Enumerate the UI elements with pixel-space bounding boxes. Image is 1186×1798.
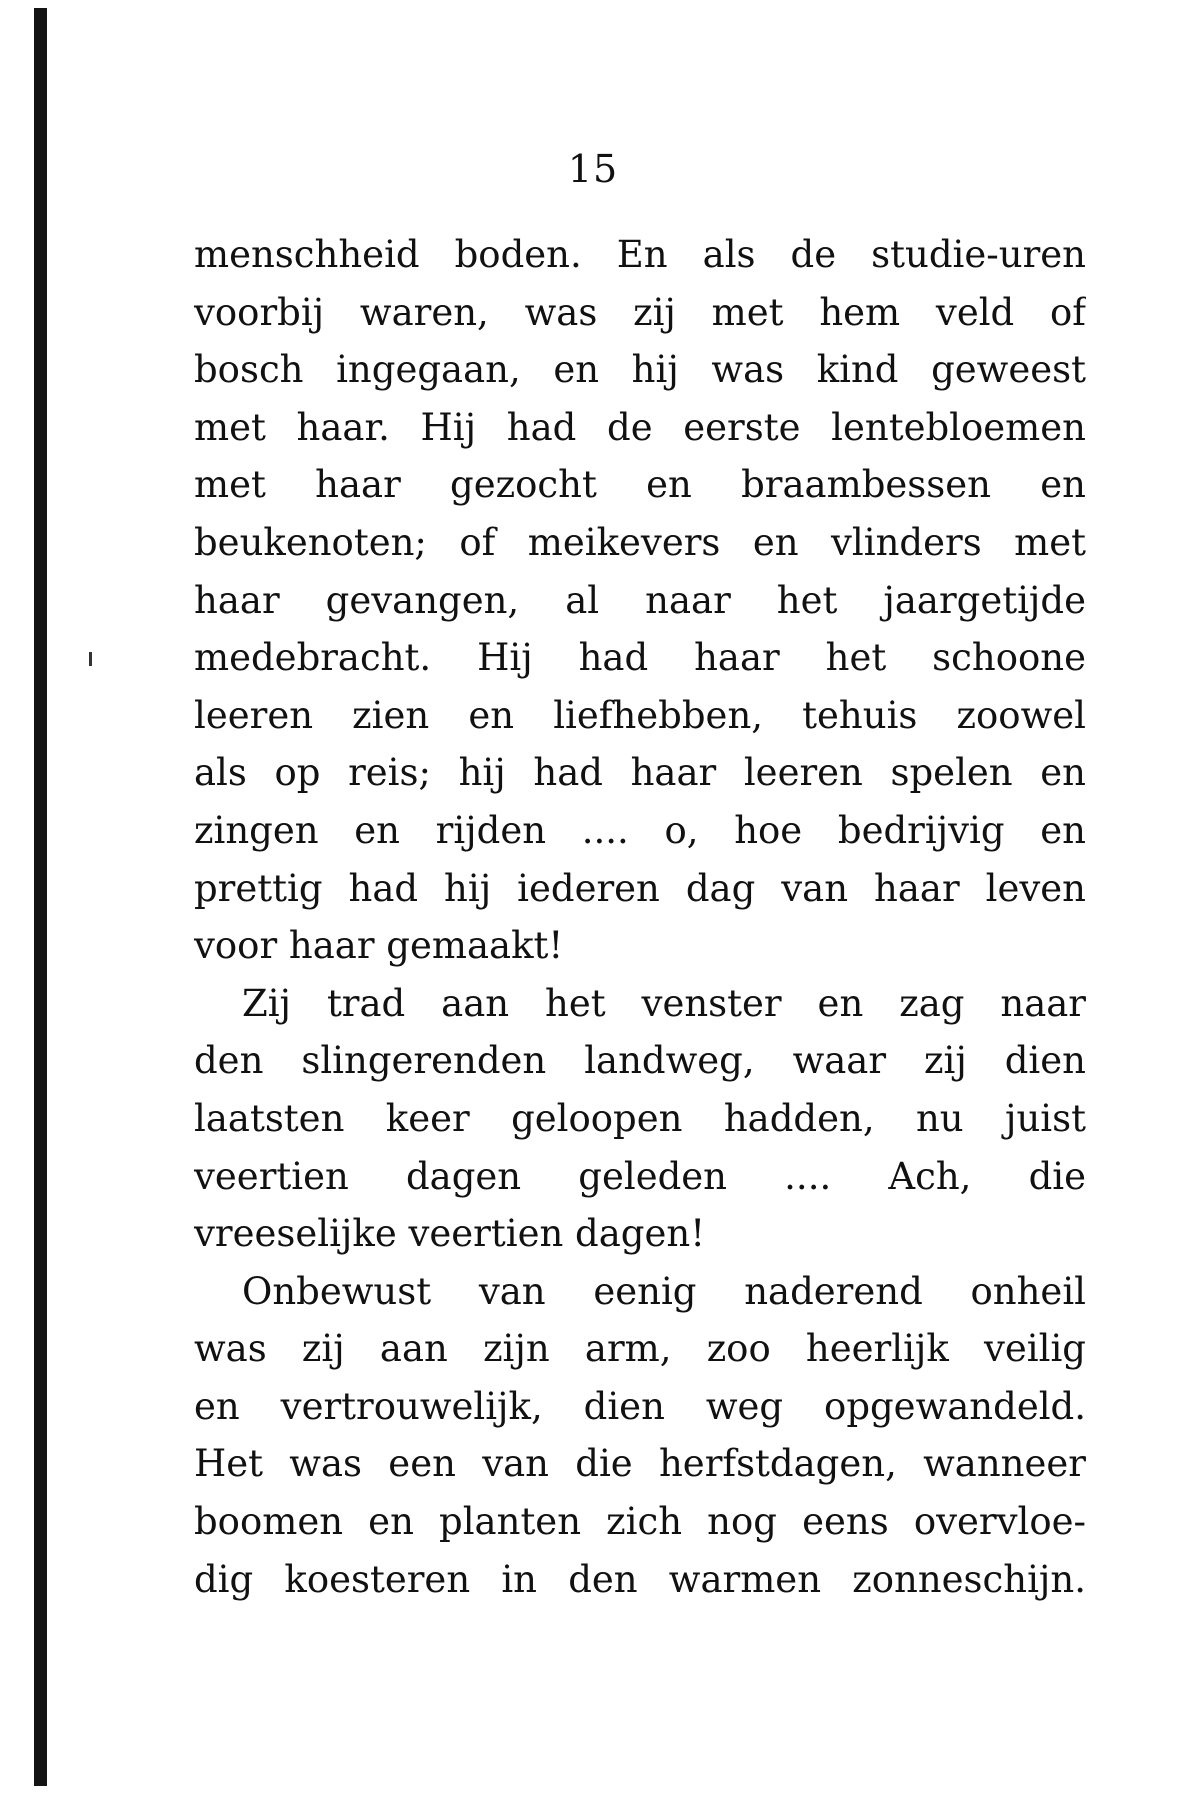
- text-line: Onbewust van eenig naderend onheil: [242, 1269, 1086, 1313]
- text-line: was zij aan zijn arm, zoo heerlijk veilig: [194, 1327, 1086, 1371]
- page-number: 15: [567, 147, 619, 191]
- body-text: [194, 226, 1086, 1608]
- page-binding-edge: [34, 8, 47, 1786]
- text-line: voorbij waren, was zij met hem veld of: [194, 290, 1086, 334]
- text-line: als op reis; hij had haar leeren spelen en: [194, 751, 1086, 795]
- text-line: bosch ingegaan, en hij was kind geweest: [194, 348, 1086, 392]
- text-line: met haar. Hij had de eerste lentebloemen: [194, 405, 1086, 449]
- text-line: leeren zien en liefhebben, tehuis zoowel: [194, 693, 1086, 737]
- text-line: en vertrouwelijk, dien weg opgewandeld.: [194, 1384, 1086, 1428]
- text-line: den slingerenden landweg, waar zij dien: [194, 1039, 1086, 1083]
- margin-mark: [89, 652, 92, 666]
- text-line: met haar gezocht en braambessen en: [194, 463, 1086, 507]
- text-line: medebracht. Hij had haar het schoone: [194, 636, 1086, 680]
- text-line: prettig had hij iederen dag van haar leven: [194, 866, 1086, 910]
- text-line: beukenoten; of meikevers en vlinders met: [194, 520, 1086, 564]
- text-line: voor haar gemaakt!: [194, 924, 564, 968]
- text-line: vreeselijke veertien dagen!: [194, 1212, 706, 1256]
- text-line: veertien dagen geleden .... Ach, die: [194, 1154, 1086, 1198]
- text-line: haar gevangen, al naar het jaargetijde: [194, 578, 1086, 622]
- text-line: menschheid boden. En als de studie-uren: [194, 233, 1086, 276]
- text-line: laatsten keer geloopen hadden, nu juist: [194, 1096, 1086, 1140]
- text-line: Het was een van die herfstdagen, wanneer: [194, 1442, 1086, 1486]
- text-line: zingen en rijden .... o, hoe bedrijvig en: [194, 808, 1086, 852]
- text-line: boomen en planten zich nog eens overvloe-: [194, 1500, 1086, 1544]
- text-line: Zij trad aan het venster en zag naar: [242, 981, 1086, 1025]
- text-line: dig koesteren in den warmen zonneschijn.: [194, 1557, 1086, 1601]
